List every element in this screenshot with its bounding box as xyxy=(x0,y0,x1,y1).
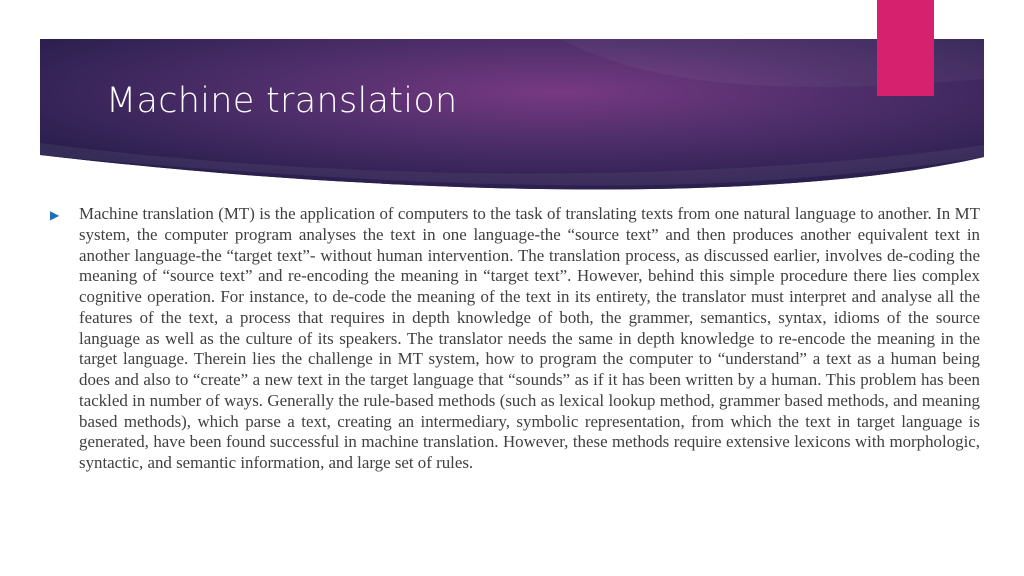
triangle-right-icon: ▶ xyxy=(50,208,60,222)
slide-content xyxy=(50,204,980,474)
slide-title: Machine translation xyxy=(106,81,458,121)
bullet-item xyxy=(50,204,980,474)
accent-tab xyxy=(877,0,934,96)
bullet-text: Machine translation (MT) is the application of computers to the task of translating texts from one natural language to another. In MT system, the computer program analyses the text in one language-the “source text” and then produces another equivalent text in another language-the “target text”- without human intervention. The translation process, as discussed earlier, involves de-coding the meaning of “source text” and re-encoding the meaning in “target text”. However, behind this simple procedure there lies complex cognitive operation. For instance, to de-code the meaning of the text in its entirety, the translator must interpret and analyse all the features of the text, a process that requires in depth knowledge of both, the grammer, semantics, syntax, idioms of the source language as well as the culture of its speakers. The translator needs the same in depth knowledge to re-encode the meaning in the target language. Therein lies the challenge in MT system, how to program the computer to “understand” a text as a human being does and also to “create” a new text in the target language that “sounds” as if it has been written by a human. This problem has been tackled in number of ways. Generally the rule-based methods (such as lexical lookup method, grammer based methods, and meaning based methods), which parse a text, creating an intermediary, symbolic representation, from which the text in target language is generated, have been found successful in machine translation. However, these methods require extensive lexicons with morphologic, syntactic, and semantic information, and large set of rules. xyxy=(79,204,980,472)
title-banner xyxy=(40,39,984,190)
